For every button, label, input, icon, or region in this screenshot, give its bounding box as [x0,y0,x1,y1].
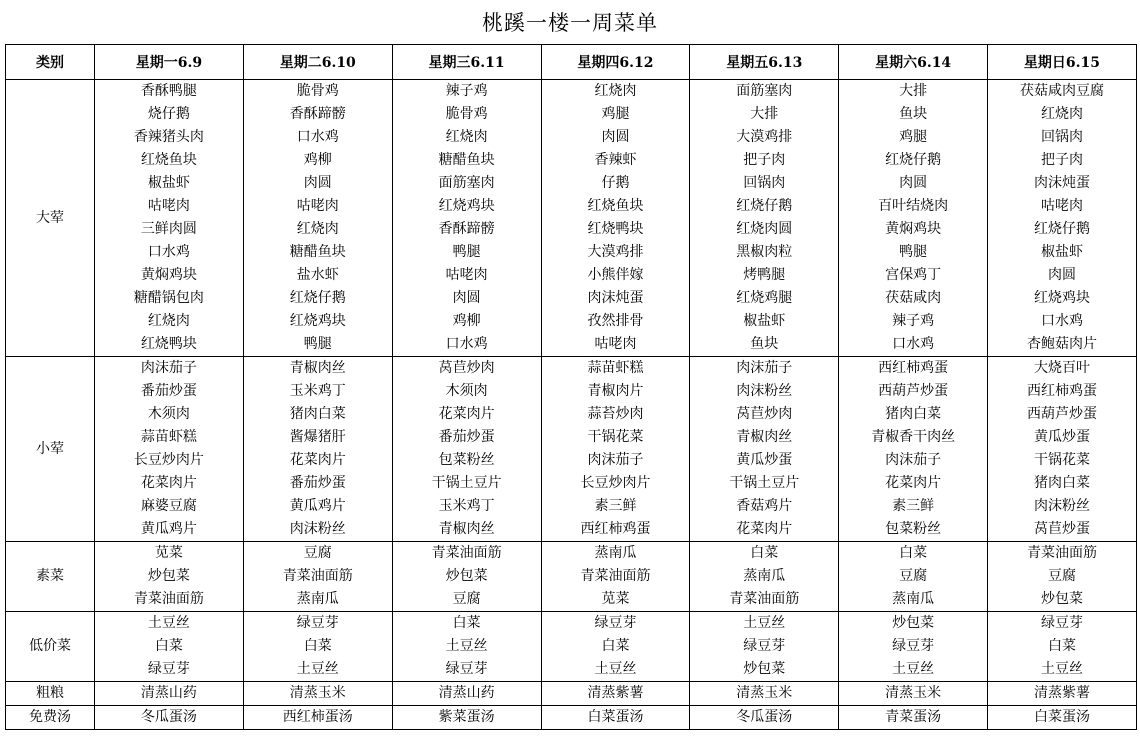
dish-cell: 西红柿鸡蛋 [541,518,690,542]
dish-cell: 玉米鸡丁 [243,380,392,403]
dish-cell: 口水鸡 [988,310,1137,333]
table-row [6,612,1137,636]
dish-cell: 木须肉 [95,403,244,426]
dish-cell: 鸭腿 [243,333,392,357]
dish-cell: 豆腐 [392,588,541,612]
dish-cell: 烤鸭腿 [690,264,839,287]
table-row [6,426,1137,449]
dish-cell: 青椒香干肉丝 [839,426,988,449]
dish-cell: 绿豆芽 [243,612,392,636]
dish-cell: 红烧肉圆 [690,218,839,241]
dish-cell: 番茄炒蛋 [392,426,541,449]
dish-cell: 包菜粉丝 [839,518,988,542]
dish-cell: 三鲜肉圆 [95,218,244,241]
dish-cell: 口水鸡 [95,241,244,264]
dish-cell: 香辣虾 [541,149,690,172]
dish-cell: 宫保鸡丁 [839,264,988,287]
dish-cell: 鸭腿 [392,241,541,264]
table-row [6,706,1137,730]
dish-cell: 花菜肉片 [392,403,541,426]
dish-cell: 清蒸山药 [392,682,541,706]
dish-cell: 红烧仔鹅 [839,149,988,172]
dish-cell: 肉沫粉丝 [988,495,1137,518]
dish-cell: 木须肉 [392,380,541,403]
category-cell: 低价菜 [6,612,95,682]
dish-cell: 炒包菜 [839,612,988,636]
dish-cell: 香酥蹄髈 [243,103,392,126]
table-row [6,149,1137,172]
dish-cell: 土豆丝 [839,658,988,682]
header-day-sat: 星期六6.14 [839,45,988,80]
table-row [6,287,1137,310]
menu-title: 桃蹊一楼一周菜单 [482,11,658,35]
dish-cell: 土豆丝 [690,612,839,636]
dish-cell: 肉沫炖蛋 [541,287,690,310]
dish-cell: 肉沫粉丝 [690,380,839,403]
dish-cell: 大漠鸡排 [690,126,839,149]
dish-cell: 咕咾肉 [541,333,690,357]
weekly-menu-table [5,44,1137,730]
dish-cell: 糖醋鱼块 [392,149,541,172]
table-row [6,241,1137,264]
dish-cell: 紫菜蛋汤 [392,706,541,730]
dish-cell: 红烧鸡块 [988,287,1137,310]
dish-cell: 土豆丝 [95,612,244,636]
dish-cell: 绿豆芽 [541,612,690,636]
dish-cell: 香菇鸡片 [690,495,839,518]
dish-cell: 红烧仔鹅 [988,218,1137,241]
dish-cell: 红烧鸭块 [95,333,244,357]
dish-cell: 咕咾肉 [392,264,541,287]
dish-cell: 辣子鸡 [392,80,541,104]
dish-cell: 长豆炒肉片 [95,449,244,472]
dish-cell: 红烧鸡块 [243,310,392,333]
header-day-tue: 星期二6.10 [243,45,392,80]
table-row [6,310,1137,333]
dish-cell: 仔鹅 [541,172,690,195]
dish-cell: 黑椒肉粒 [690,241,839,264]
dish-cell: 鱼块 [839,103,988,126]
dish-cell: 杏鲍菇肉片 [988,333,1137,357]
table-row [6,218,1137,241]
dish-cell: 青菜蛋汤 [839,706,988,730]
dish-cell: 清蒸山药 [95,682,244,706]
dish-cell: 椒盐虾 [988,241,1137,264]
dish-cell: 绿豆芽 [392,658,541,682]
dish-cell: 红烧肉 [392,126,541,149]
table-row [6,357,1137,381]
dish-cell: 蒜苔炒肉 [541,403,690,426]
dish-cell: 回锅肉 [690,172,839,195]
dish-cell: 酱爆猪肝 [243,426,392,449]
dish-cell: 咕咾肉 [988,195,1137,218]
dish-cell: 白菜 [243,635,392,658]
header-category: 类别 [6,45,95,80]
dish-cell: 素三鲜 [541,495,690,518]
table-row [6,449,1137,472]
dish-cell: 鸡腿 [541,103,690,126]
dish-cell: 干锅花菜 [541,426,690,449]
dish-cell: 炒包菜 [690,658,839,682]
dish-cell: 白菜 [541,635,690,658]
dish-cell: 糖醋锅包肉 [95,287,244,310]
dish-cell: 香酥蹄髈 [392,218,541,241]
dish-cell: 黄瓜鸡片 [243,495,392,518]
dish-cell: 糖醋鱼块 [243,241,392,264]
dish-cell: 蒸南瓜 [839,588,988,612]
dish-cell: 红烧肉 [541,80,690,104]
dish-cell: 口水鸡 [839,333,988,357]
dish-cell: 茯菇咸肉 [839,287,988,310]
dish-cell: 红烧鸡腿 [690,287,839,310]
dish-cell: 大排 [690,103,839,126]
dish-cell: 白菜 [392,612,541,636]
dish-cell: 土豆丝 [392,635,541,658]
dish-cell: 青菜油面筋 [690,588,839,612]
dish-cell: 土豆丝 [243,658,392,682]
dish-cell: 绿豆芽 [690,635,839,658]
dish-cell: 黄瓜炒蛋 [988,426,1137,449]
dish-cell: 鸡柳 [243,149,392,172]
dish-cell: 土豆丝 [541,658,690,682]
dish-cell: 花菜肉片 [95,472,244,495]
dish-cell: 豆腐 [839,565,988,588]
table-row [6,565,1137,588]
dish-cell: 肉圆 [988,264,1137,287]
dish-cell: 猪肉白菜 [839,403,988,426]
dish-cell: 西红柿蛋汤 [243,706,392,730]
dish-cell: 炒包菜 [392,565,541,588]
table-row [6,472,1137,495]
category-cell: 小荤 [6,357,95,542]
dish-cell: 面筋塞肉 [690,80,839,104]
dish-cell: 椒盐虾 [690,310,839,333]
dish-cell: 干锅花菜 [988,449,1137,472]
table-row [6,542,1137,566]
dish-cell: 绿豆芽 [839,635,988,658]
dish-cell: 烧仔鹅 [95,103,244,126]
dish-cell: 蒸南瓜 [690,565,839,588]
dish-cell: 面筋塞肉 [392,172,541,195]
dish-cell: 孜然排骨 [541,310,690,333]
dish-cell: 肉沫茄子 [690,357,839,381]
dish-cell: 白菜 [839,542,988,566]
dish-cell: 咕咾肉 [243,195,392,218]
table-row [6,333,1137,357]
dish-cell: 大排 [839,80,988,104]
table-row [6,588,1137,612]
table-row [6,403,1137,426]
dish-cell: 小熊伴嫁 [541,264,690,287]
dish-cell: 肉沫茄子 [541,449,690,472]
header-row [6,45,1137,80]
dish-cell: 素三鲜 [839,495,988,518]
header-day-mon: 星期一6.9 [95,45,244,80]
dish-cell: 包菜粉丝 [392,449,541,472]
table-row [6,495,1137,518]
dish-cell: 花菜肉片 [690,518,839,542]
dish-cell: 豆腐 [243,542,392,566]
dish-cell: 西红柿鸡蛋 [988,380,1137,403]
dish-cell: 青菜油面筋 [95,588,244,612]
dish-cell: 咕咾肉 [95,195,244,218]
dish-cell: 花菜肉片 [243,449,392,472]
dish-cell: 鸡柳 [392,310,541,333]
dish-cell: 土豆丝 [988,658,1137,682]
dish-cell: 黄瓜炒蛋 [690,449,839,472]
dish-cell: 红烧鸡块 [392,195,541,218]
dish-cell: 肉沫茄子 [839,449,988,472]
dish-cell: 干锅土豆片 [392,472,541,495]
category-cell: 免费汤 [6,706,95,730]
dish-cell: 蒜苗虾糕 [541,357,690,381]
dish-cell: 脆骨鸡 [243,80,392,104]
table-row [6,682,1137,706]
dish-cell: 莴苣炒肉 [690,403,839,426]
dish-cell: 西葫芦炒蛋 [988,403,1137,426]
category-cell: 粗粮 [6,682,95,706]
dish-cell: 盐水虾 [243,264,392,287]
dish-cell: 白菜 [95,635,244,658]
menu-body [6,80,1137,730]
dish-cell: 青椒肉丝 [243,357,392,381]
dish-cell: 椒盐虾 [95,172,244,195]
dish-cell: 肉圆 [839,172,988,195]
dish-cell: 白菜 [690,542,839,566]
dish-cell: 红烧肉 [243,218,392,241]
dish-cell: 苋菜 [541,588,690,612]
dish-cell: 猪肉白菜 [243,403,392,426]
dish-cell: 黄焖鸡块 [839,218,988,241]
dish-cell: 番茄炒蛋 [95,380,244,403]
table-row [6,126,1137,149]
dish-cell: 青椒肉丝 [392,518,541,542]
dish-cell: 回锅肉 [988,126,1137,149]
dish-cell: 把子肉 [988,149,1137,172]
dish-cell: 豆腐 [988,565,1137,588]
dish-cell: 辣子鸡 [839,310,988,333]
dish-cell: 青菜油面筋 [988,542,1137,566]
dish-cell: 鱼块 [690,333,839,357]
dish-cell: 鸡腿 [839,126,988,149]
category-cell: 素菜 [6,542,95,612]
dish-cell: 肉圆 [392,287,541,310]
dish-cell: 大漠鸡排 [541,241,690,264]
dish-cell: 长豆炒肉片 [541,472,690,495]
table-row [6,380,1137,403]
dish-cell: 口水鸡 [392,333,541,357]
dish-cell: 蒜苗虾糕 [95,426,244,449]
dish-cell: 红烧仔鹅 [690,195,839,218]
dish-cell: 番茄炒蛋 [243,472,392,495]
table-row [6,635,1137,658]
dish-cell: 麻婆豆腐 [95,495,244,518]
dish-cell: 茯菇咸肉豆腐 [988,80,1137,104]
dish-cell: 白菜蛋汤 [541,706,690,730]
dish-cell: 肉圆 [243,172,392,195]
dish-cell: 莴苣炒蛋 [988,518,1137,542]
dish-cell: 炒包菜 [988,588,1137,612]
header-day-wed: 星期三6.11 [392,45,541,80]
dish-cell: 清蒸玉米 [839,682,988,706]
dish-cell: 西红柿鸡蛋 [839,357,988,381]
dish-cell: 肉圆 [541,126,690,149]
dish-cell: 青菜油面筋 [541,565,690,588]
dish-cell: 脆骨鸡 [392,103,541,126]
table-row [6,172,1137,195]
dish-cell: 红烧肉 [988,103,1137,126]
dish-cell: 黄瓜鸡片 [95,518,244,542]
dish-cell: 清蒸玉米 [243,682,392,706]
dish-cell: 红烧鱼块 [541,195,690,218]
dish-cell: 冬瓜蛋汤 [95,706,244,730]
dish-cell: 清蒸玉米 [690,682,839,706]
dish-cell: 绿豆芽 [95,658,244,682]
dish-cell: 黄焖鸡块 [95,264,244,287]
dish-cell: 绿豆芽 [988,612,1137,636]
dish-cell: 青椒肉丝 [690,426,839,449]
dish-cell: 青菜油面筋 [243,565,392,588]
table-row [6,103,1137,126]
dish-cell: 香酥鸭腿 [95,80,244,104]
dish-cell: 蒸南瓜 [243,588,392,612]
dish-cell: 花菜肉片 [839,472,988,495]
dish-cell: 青椒肉片 [541,380,690,403]
table-row [6,658,1137,682]
dish-cell: 肉沫粉丝 [243,518,392,542]
dish-cell: 冬瓜蛋汤 [690,706,839,730]
dish-cell: 香辣猪头肉 [95,126,244,149]
dish-cell: 百叶结烧肉 [839,195,988,218]
dish-cell: 红烧肉 [95,310,244,333]
dish-cell: 青菜油面筋 [392,542,541,566]
dish-cell: 白菜 [988,635,1137,658]
dish-cell: 肉沫茄子 [95,357,244,381]
dish-cell: 玉米鸡丁 [392,495,541,518]
dish-cell: 红烧鸭块 [541,218,690,241]
dish-cell: 干锅土豆片 [690,472,839,495]
dish-cell: 猪肉白菜 [988,472,1137,495]
table-row [6,264,1137,287]
table-row [6,518,1137,542]
dish-cell: 白菜蛋汤 [988,706,1137,730]
dish-cell: 清蒸紫薯 [541,682,690,706]
header-day-sun: 星期日6.15 [988,45,1137,80]
dish-cell: 大烧百叶 [988,357,1137,381]
dish-cell: 肉沫炖蛋 [988,172,1137,195]
dish-cell: 清蒸紫薯 [988,682,1137,706]
header-day-thu: 星期四6.12 [541,45,690,80]
dish-cell: 鸭腿 [839,241,988,264]
dish-cell: 口水鸡 [243,126,392,149]
dish-cell: 莴苣炒肉 [392,357,541,381]
dish-cell: 炒包菜 [95,565,244,588]
dish-cell: 红烧仔鹅 [243,287,392,310]
category-cell: 大荤 [6,80,95,357]
dish-cell: 蒸南瓜 [541,542,690,566]
dish-cell: 红烧鱼块 [95,149,244,172]
table-row [6,80,1137,104]
table-row [6,195,1137,218]
header-day-fri: 星期五6.13 [690,45,839,80]
dish-cell: 把子肉 [690,149,839,172]
dish-cell: 西葫芦炒蛋 [839,380,988,403]
dish-cell: 苋菜 [95,542,244,566]
